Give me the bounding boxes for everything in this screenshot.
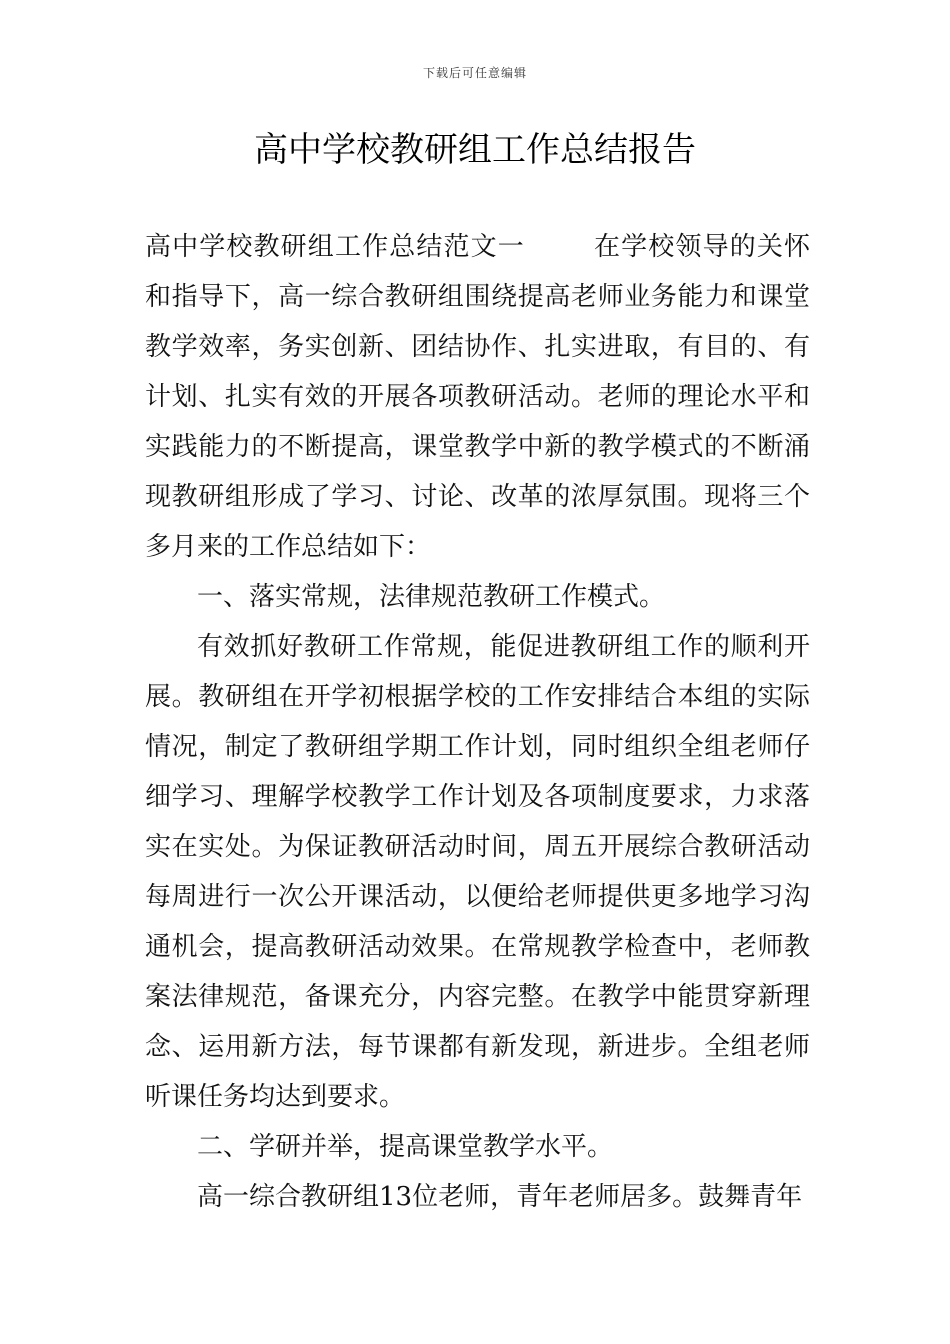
body-paragraph-2: 高一综合教研组13位老师，青年老师居多。鼓舞青年 (197, 1182, 803, 1212)
header-note: 下载后可任意编辑 (422, 66, 527, 80)
section-heading-2: 二、学研并举，提高课堂教学水平。 (197, 1132, 614, 1162)
body-paragraph-1: 有效抓好教研工作常规，能促进教研组工作的顺利开展。教研组在开学初根据学校的工作安排结合本组的实际情况，制定了教研组学期工作计划，同时组织全组老师仔细学习、理解学校教学工作计划及各项制度要求，力求落实在实处。为保证教研活动时间，周五开展综合教研活动每周进行一次公开课活动，以便给老师提供更多地学习沟通机会，提高教研活动效果。在常规教学检查中，老师教案法律规范，备课充分，内容完整。在教学中能贯穿新理念、运用新方法，每节课都有新发现，新进步。全组老师听课任务均达到要求。 (145, 632, 810, 1112)
intro-paragraph (145, 222, 810, 572)
section-heading-1: 一、落实常规，法律规范教研工作模式。 (197, 582, 666, 612)
intro-text: 在学校领导的关怀和指导下，高一综合教研组围绕提高老师业务能力和课堂教学效率，务实创新、团结协作、扎实进取，有目的、有计划、扎实有效的开展各项教研活动。老师的理论水平和实践能力的不断提高，课堂教学中新的教学模式的不断涌现教研组形成了学习、讨论、改革的浓厚氛围。现将三个多月来的工作总结如下： (145, 232, 810, 562)
document-title: 高中学校教研组工作总结报告 (254, 130, 696, 170)
intro-label: 高中学校教研组工作总结范文一 (145, 232, 525, 262)
document-body (145, 222, 810, 1222)
